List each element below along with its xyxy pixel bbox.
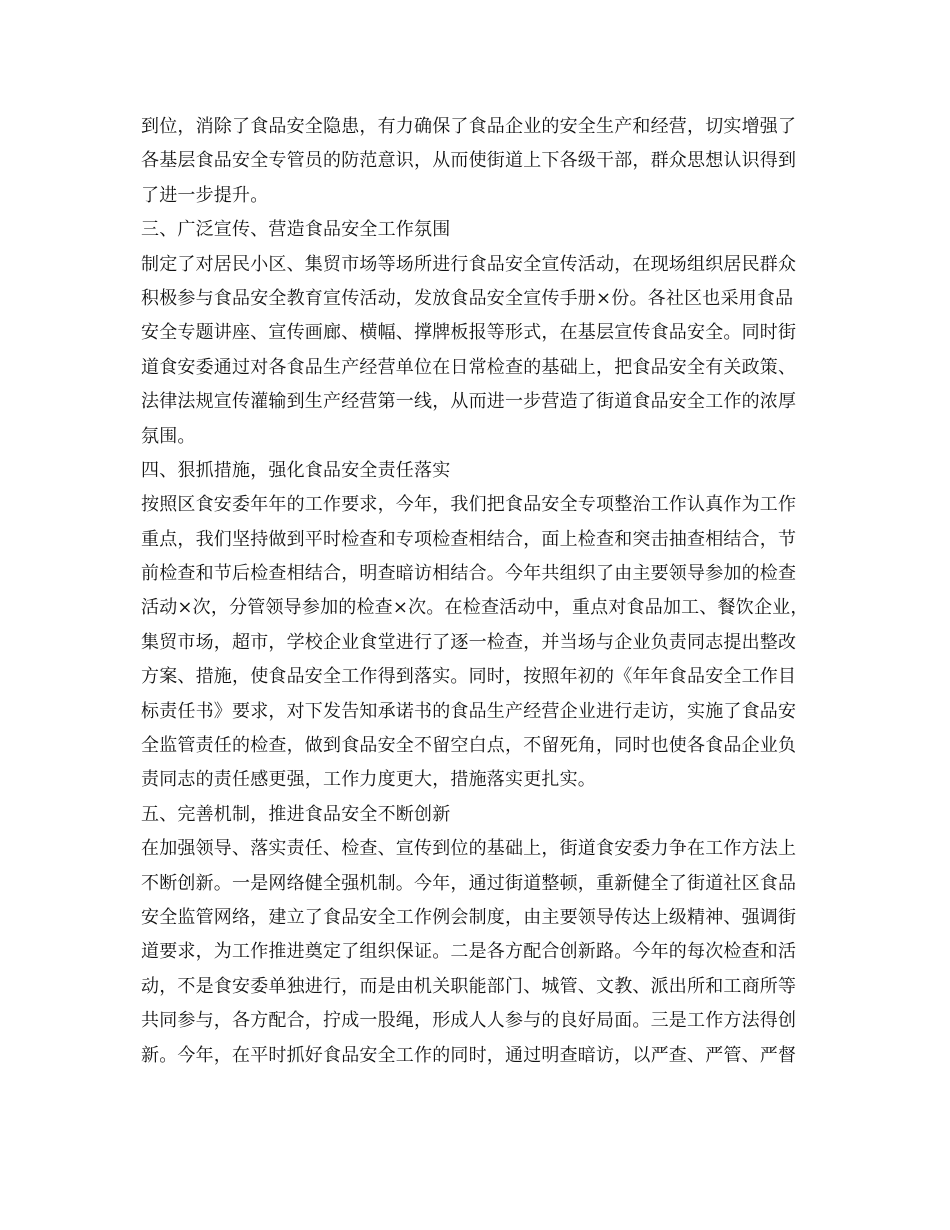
paragraph-line: 各基层食品安全专管员的防范意识，从而使街道上下各级干部，群众思想认识得到 [141, 150, 797, 172]
paragraph-line: 共同参与，各方配合，拧成一股绳，形成人人参与的良好局面。三是工作方法得创 [141, 1010, 797, 1032]
paragraph-line: 积极参与食品安全教育宣传活动，发放食品安全宣传手册×份。各社区也采用食品 [141, 287, 794, 309]
paragraph-line: 法律法规宣传灌输到生产经营第一线，从而进一步营造了街道食品安全工作的浓厚 [141, 391, 797, 413]
paragraph-line: 集贸市场，超市，学校企业食堂进行了逐一检查，并当场与企业负责同志提出整改 [141, 631, 797, 653]
paragraph-line: 标责任书》要求，对下发告知承诺书的食品生产经营企业进行走访，实施了食品安 [141, 700, 797, 722]
paragraph-line: 安全监管网络，建立了食品安全工作例会制度，由主要领导传达上级精神、强调街 [141, 906, 797, 928]
paragraph-line: 氛围。 [141, 425, 196, 447]
paragraph-line: 不断创新。一是网络健全强机制。今年，通过街道整顿，重新健全了街道社区食品 [141, 872, 797, 894]
paragraph-line: 在加强领导、落实责任、检查、宣传到位的基础上，街道食安委力争在工作方法上 [141, 838, 797, 860]
paragraph-line: 前检查和节后检查相结合，明查暗访相结合。今年共组织了由主要领导参加的检查 [141, 563, 797, 585]
paragraph-line: 重点，我们坚持做到平时检查和专项检查相结合，面上检查和突击抽查相结合，节 [141, 528, 797, 550]
paragraph-line: 安全专题讲座、宣传画廊、横幅、撑牌板报等形式，在基层宣传食品安全。同时街 [141, 322, 797, 344]
document-page [141, 110, 821, 1073]
section-heading: 五、完善机制，推进食品安全不断创新 [141, 803, 451, 825]
paragraph-line: 道食安委通过对各食品生产经营单位在日常检查的基础上，把食品安全有关政策、 [141, 356, 797, 378]
paragraph-line: 到位，消除了食品安全隐患，有力确保了食品企业的安全生产和经营，切实增强了 [141, 116, 797, 137]
paragraph-line: 了进一步提升。 [141, 184, 269, 206]
paragraph-line: 方案、措施，使食品安全工作得到落实。同时，按照年初的《年年食品安全工作目 [141, 666, 797, 688]
paragraph-line: 新。今年，在平时抓好食品安全工作的同时，通过明查暗访，以严查、严管、严督 [141, 1044, 797, 1066]
paragraph-line: 制定了对居民小区、集贸市场等场所进行食品安全宣传活动，在现场组织居民群众 [141, 253, 797, 275]
paragraph-line: 责同志的责任感更强，工作力度更大，措施落实更扎实。 [141, 769, 596, 791]
paragraph-line: 动，不是食安委单独进行，而是由机关职能部门、城管、文教、派出所和工商所等 [141, 975, 797, 997]
paragraph-line: 道要求，为工作推进奠定了组织保证。二是各方配合创新路。今年的每次检查和活 [141, 941, 797, 963]
paragraph-line: 全监管责任的检查，做到食品安全不留空白点，不留死角，同时也使各食品企业负 [141, 735, 797, 757]
paragraph-line: 按照区食安委年年的工作要求，今年，我们把食品安全专项整治工作认真作为工作 [141, 494, 797, 516]
section-heading: 四、狠抓措施，强化食品安全责任落实 [141, 459, 451, 481]
section-heading: 三、广泛宣传、营造食品安全工作氛围 [141, 219, 451, 241]
paragraph-line: 活动×次，分管领导参加的检查×次。在检查活动中，重点对食品加工、餐饮企业， [141, 597, 809, 619]
